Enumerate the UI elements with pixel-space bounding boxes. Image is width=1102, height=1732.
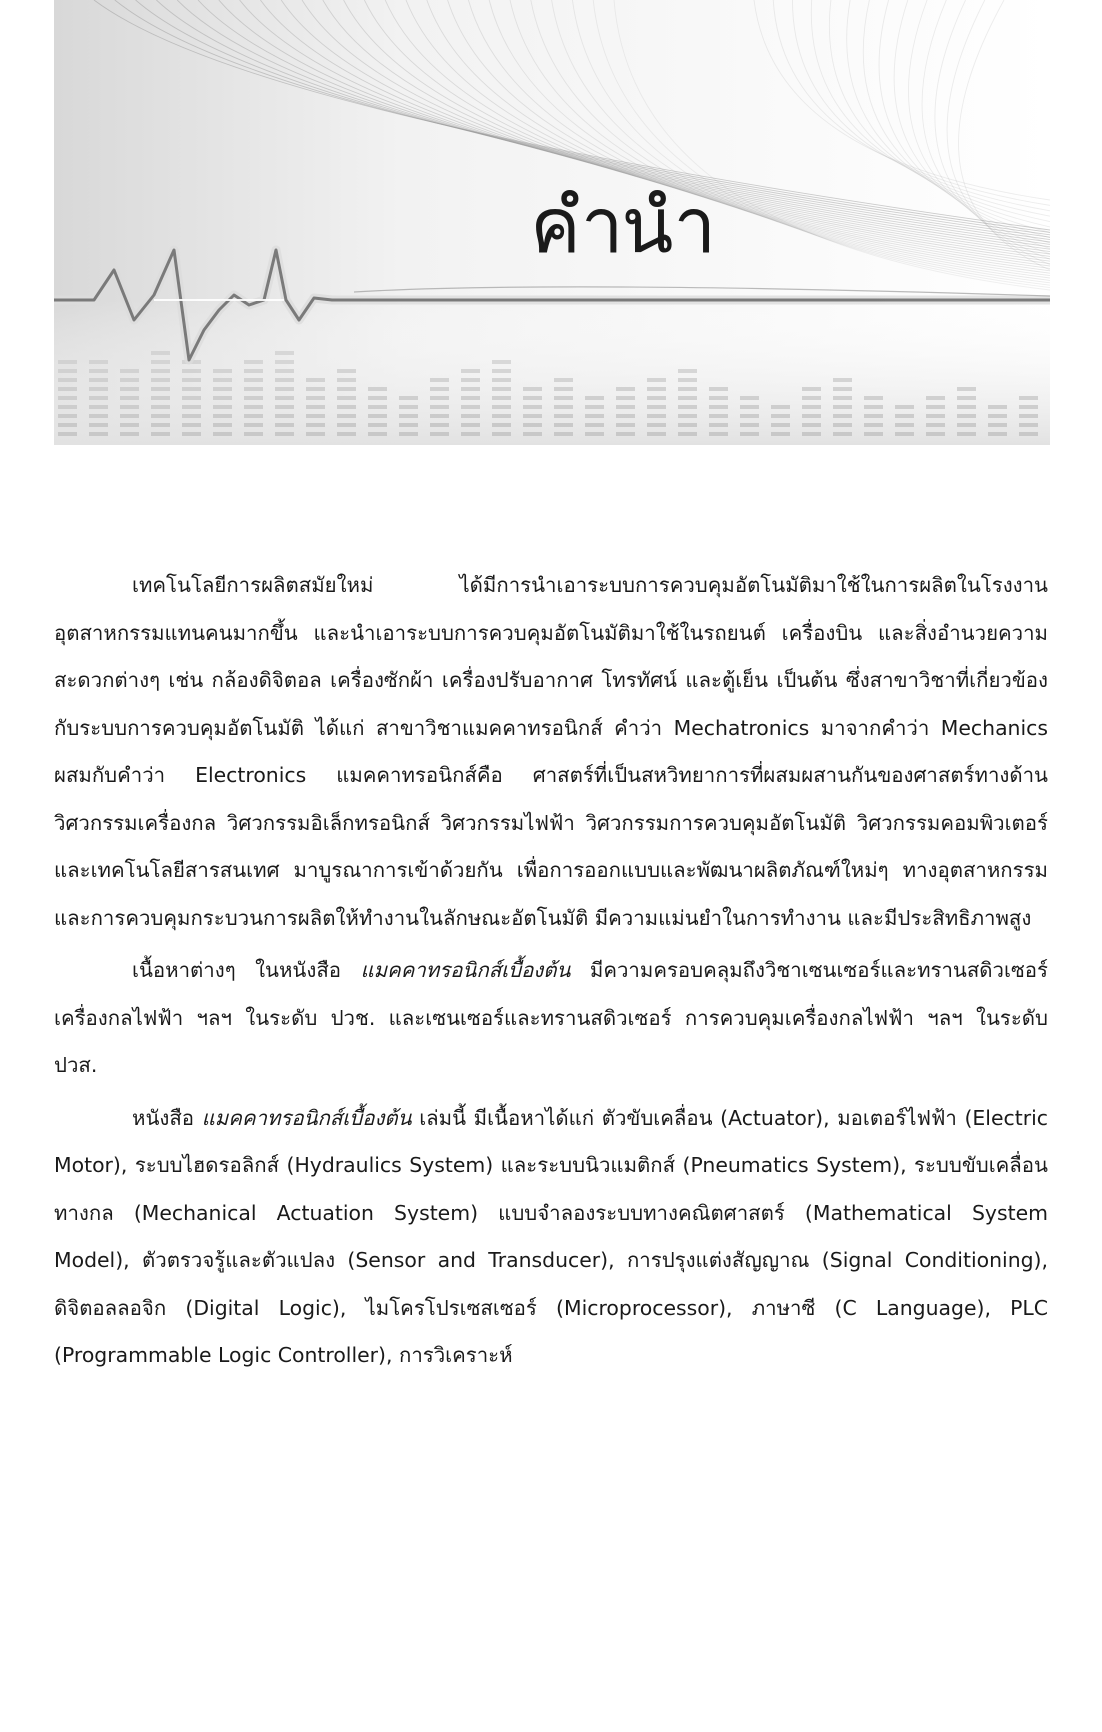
equalizer-dash [492,387,511,391]
equalizer-dash [461,405,480,409]
equalizer-dash [585,396,604,400]
equalizer-dash [1019,396,1038,400]
equalizer-dash [678,369,697,373]
equalizer-dash [89,378,108,382]
equalizer-dash [554,423,573,427]
equalizer-dash [151,396,170,400]
equalizer-dash [647,378,666,382]
equalizer-dash [275,378,294,382]
equalizer-dash [523,414,542,418]
equalizer-dash [616,414,635,418]
equalizer-dash [120,387,139,391]
equalizer-dash [306,414,325,418]
equalizer-dash [461,369,480,373]
equalizer-dash [585,405,604,409]
equalizer-dash [430,378,449,382]
equalizer-dash [926,405,945,409]
equalizer-dash [337,378,356,382]
equalizer-dash [430,387,449,391]
equalizer-dash [492,378,511,382]
equalizer-dash [802,405,821,409]
equalizer-dash [213,369,232,373]
equalizer-dash [337,423,356,427]
equalizer-dash [709,387,728,391]
equalizer-dash [554,396,573,400]
equalizer-dash [213,414,232,418]
equalizer-dash [740,414,759,418]
equalizer-dash [864,414,883,418]
equalizer-dash [1019,405,1038,409]
equalizer-dash [957,423,976,427]
equalizer-dash [895,405,914,409]
equalizer-dash [89,360,108,364]
equalizer-dash [89,369,108,373]
equalizer-dash [585,432,604,436]
equalizer-dash [833,378,852,382]
equalizer-dash [151,378,170,382]
equalizer-dash [833,423,852,427]
equalizer-dash [926,432,945,436]
equalizer-dash [120,378,139,382]
equalizer-dash [306,396,325,400]
paragraph-3 [54,1095,1048,1380]
equalizer-dash [151,351,170,355]
equalizer-dash [709,432,728,436]
equalizer-dash [802,423,821,427]
equalizer-dash [461,396,480,400]
equalizer-dash [740,432,759,436]
equalizer-dash [58,387,77,391]
equalizer-dash [492,396,511,400]
equalizer-dash [957,414,976,418]
equalizer-dash [337,414,356,418]
equalizer-dash [58,396,77,400]
equalizer-dash [182,396,201,400]
equalizer-dash [1019,423,1038,427]
equalizer-dash [399,423,418,427]
equalizer-dash [275,396,294,400]
equalizer-dash [616,423,635,427]
equalizer-dash [151,432,170,436]
equalizer-dash [244,414,263,418]
equalizer-dash [213,405,232,409]
equalizer-dash [306,378,325,382]
equalizer-dash [523,432,542,436]
equalizer-dash [678,387,697,391]
equalizer-dash [647,432,666,436]
equalizer-dash [89,432,108,436]
equalizer-dash [306,432,325,436]
equalizer-dash [678,414,697,418]
equalizer-dash [461,387,480,391]
equalizer-dash [244,432,263,436]
equalizer-dash [771,432,790,436]
equalizer-dash [89,387,108,391]
equalizer-dash [802,414,821,418]
equalizer-dash [616,396,635,400]
equalizer-dash [213,378,232,382]
equalizer-dash [275,423,294,427]
equalizer-dash [244,387,263,391]
equalizer-dash [833,414,852,418]
equalizer-dash [89,414,108,418]
equalizer-dash [492,360,511,364]
equalizer-dash [182,378,201,382]
equalizer-dash [492,423,511,427]
equalizer-dash [244,405,263,409]
equalizer-dash [554,378,573,382]
equalizer-dash [523,387,542,391]
equalizer-dash [182,432,201,436]
equalizer-dash [151,360,170,364]
equalizer-dash [182,405,201,409]
equalizer-dash [182,423,201,427]
equalizer-dash [1019,432,1038,436]
equalizer-dash [802,432,821,436]
equalizer-dash [275,360,294,364]
equalizer-dash [399,405,418,409]
equalizer-dash [678,432,697,436]
equalizer-dash [368,396,387,400]
equalizer-dash [337,432,356,436]
equalizer-dash [337,387,356,391]
equalizer-dash [709,396,728,400]
equalizer-dash [523,396,542,400]
equalizer-dash [151,423,170,427]
equalizer-dash [89,423,108,427]
equalizer-dash [244,369,263,373]
equalizer-dash [244,423,263,427]
paragraph-2-text-before: เนื้อหาต่างๆ ในหนังสือ [132,958,361,982]
equalizer-dash [678,378,697,382]
equalizer-dash [430,414,449,418]
equalizer-dash [275,369,294,373]
equalizer-dash [58,369,77,373]
equalizer-dash [275,414,294,418]
equalizer-dash [740,423,759,427]
equalizer-dash [461,432,480,436]
equalizer-dash [926,414,945,418]
equalizer-dash [895,414,914,418]
equalizer-dash [554,432,573,436]
equalizer-dash [647,387,666,391]
equalizer-dash [864,423,883,427]
equalizer-dash [399,396,418,400]
equalizer-dash [833,396,852,400]
equalizer-dash [213,423,232,427]
equalizer-dash [337,405,356,409]
equalizer-dash [895,432,914,436]
equalizer-dash [213,387,232,391]
equalizer-dash [647,396,666,400]
equalizer-dash [616,387,635,391]
equalizer-dash [492,405,511,409]
equalizer-dash [554,387,573,391]
equalizer-dash [58,423,77,427]
equalizer-dash [616,405,635,409]
equalizer-dash [554,405,573,409]
equalizer-dash [368,423,387,427]
equalizer-dash [957,387,976,391]
body-text [54,562,1048,1385]
equalizer-dash [647,405,666,409]
equalizer-dash [864,396,883,400]
equalizer-dash [275,405,294,409]
equalizer-dash [120,405,139,409]
equalizer-dash [647,423,666,427]
equalizer-dash [709,414,728,418]
equalizer-dash [926,396,945,400]
equalizer-dash [89,396,108,400]
equalizer-dash [58,360,77,364]
equalizer-dash [461,414,480,418]
equalizer-dash [244,360,263,364]
equalizer-dash [120,432,139,436]
equalizer-dash [461,423,480,427]
equalizer-dash [740,405,759,409]
equalizer-dash [492,432,511,436]
equalizer-dash [120,396,139,400]
equalizer-dash [275,387,294,391]
equalizer-dash [678,405,697,409]
equalizer-dash [151,414,170,418]
equalizer-dash [771,414,790,418]
equalizer-dash [833,405,852,409]
equalizer-dash [833,432,852,436]
equalizer-dash [864,405,883,409]
equalizer-dash [492,369,511,373]
equalizer-dash [802,396,821,400]
paragraph-2 [54,947,1048,1090]
equalizer-dash [337,369,356,373]
equalizer-dash [771,405,790,409]
equalizer-dash [988,432,1007,436]
book-title: แมคคาทรอนิกส์เบื้องต้น [360,958,571,982]
equalizer-dash [988,414,1007,418]
page-title: คำนำ [530,181,715,270]
equalizer-dash [182,414,201,418]
equalizer-dash [399,414,418,418]
equalizer-dash [988,423,1007,427]
equalizer-dash [957,396,976,400]
paragraph-1: เทคโนโลยีการผลิตสมัยใหม่ ได้มีการนำเอาระบบการควบคุมอัตโนมัติมาใช้ในการผลิตในโรงงานอุตสาหกรรมแทนคนมากขึ้น และนำเอาระบบการควบคุมอัตโนมัติมาใช้ในรถยนต์ เครื่องบิน และสิ่งอำนวยความสะดวกต่างๆ เช่น กล้องดิจิตอล เครื่องซักผ้า เครื่องปรับอากาศ โทรทัศน์ และตู้เย็น เป็นต้น ซึ่งสาขาวิชาที่เกี่ยวข้องกับระบบการควบคุมอัตโนมัติ ได้แก่ สาขาวิชาแมคคาทรอนิกส์ คำว่า Mechatronics มาจากคำว่า Mechanics ผสมกับคำว่า Electronics แมคคาทรอนิกส์คือ ศาสตร์ที่เป็นสหวิทยาการที่ผสมผสานกันของศาสตร์ทางด้านวิศวกรรมเครื่องกล วิศวกรรมอิเล็กทรอนิกส์ วิศวกรรมไฟฟ้า วิศวกรรมการควบคุมอัตโนมัติ วิศวกรรมคอมพิวเตอร์ และเทคโนโลยีสารสนเทศ มาบูรณาการเข้าด้วยกัน เพื่อการออกแบบและพัฒนาผลิตภัณฑ์ใหม่ๆ ทางอุตสาหกรรม และการควบคุมกระบวนการผลิตให้ทำงานในลักษณะอัตโนมัติ มีความแม่นยำในการทำงาน และมีประสิทธิภาพสูง [54,573,1048,930]
equalizer-dash [957,405,976,409]
equalizer-dash [306,423,325,427]
equalizer-dash [430,396,449,400]
equalizer-dash [120,414,139,418]
equalizer-dash [244,378,263,382]
equalizer-dash [151,405,170,409]
equalizer-dash [523,423,542,427]
equalizer-dash [368,405,387,409]
equalizer-dash [58,432,77,436]
equalizer-dash [492,414,511,418]
equalizer-dash [461,378,480,382]
equalizer-dash [182,369,201,373]
equalizer-dash [802,387,821,391]
equalizer-dash [213,396,232,400]
equalizer-dash [306,387,325,391]
equalizer-dash [213,432,232,436]
equalizer-dash [1019,414,1038,418]
equalizer-dash [833,387,852,391]
equalizer-dash [399,432,418,436]
equalizer-dash [89,405,108,409]
equalizer-dash [275,432,294,436]
paragraph-2-text-after: มีความครอบคลุมถึงวิชาเซนเซอร์และทรานสดิวเซอร์ เครื่องกลไฟฟ้า ฯลฯ ในระดับ ปวช. และเซนเซอร์และทรานสดิวเซอร์ การควบคุมเครื่องกลไฟฟ้า ฯลฯ ในระดับ ปวส. [54,958,1048,1077]
equalizer-dash [337,396,356,400]
equalizer-dash [368,414,387,418]
equalizer-dash [647,414,666,418]
equalizer-dash [678,396,697,400]
equalizer-dash [430,432,449,436]
equalizer-dash [709,405,728,409]
equalizer-dash [151,369,170,373]
equalizer-dash [368,387,387,391]
equalizer-dash [58,378,77,382]
equalizer-dash [58,414,77,418]
equalizer-dash [368,432,387,436]
equalizer-dash [244,396,263,400]
equalizer-dash [585,423,604,427]
equalizer-dash [616,432,635,436]
equalizer-dash [554,414,573,418]
equalizer-dash [678,423,697,427]
book-title: แมคคาทรอนิกส์เบื้องต้น [201,1105,412,1130]
equalizer-dash [430,423,449,427]
equalizer-dash [864,432,883,436]
equalizer-dash [988,405,1007,409]
paragraph-3-text-after: เล่มนี้ มีเนื้อหาได้แก่ ตัวขับเคลื่อน (Actuator), มอเตอร์ไฟฟ้า (Electric Motor), ระบบไฮดรอลิกส์ (Hydraulics System) และระบบนิวแมติกส์ (Pneumatics System), ระบบขับเคลื่อนทางกล (Mechanical Actuation System) แบบจำลองระบบทางคณิตศาสตร์ (Mathematical System Model), ตัวตรวจรู้และตัวแปลง (Sensor and Transducer), การปรุงแต่งสัญญาณ (Signal Conditioning), ดิจิตอลลอจิก (Digital Logic), ไมโครโปรเซสเซอร์ (Microprocessor), ภาษาซี (C Language), PLC (Programmable Logic Controller), การวิเคราะห์ [54,1105,1048,1367]
equalizer-dash [430,405,449,409]
equalizer-dash [151,387,170,391]
equalizer-dash [895,423,914,427]
equalizer-dash [740,396,759,400]
equalizer-dash [182,387,201,391]
equalizer-dash [120,423,139,427]
equalizer-dash [585,414,604,418]
equalizer-dash [523,405,542,409]
equalizer-dash [771,423,790,427]
equalizer-dash [957,432,976,436]
equalizer-dash [926,423,945,427]
equalizer-dash [275,351,294,355]
equalizer-dash [709,423,728,427]
paragraph-3-text-before: หนังสือ [132,1105,202,1130]
equalizer-dash [120,369,139,373]
equalizer-dash [58,405,77,409]
equalizer-dash [306,405,325,409]
